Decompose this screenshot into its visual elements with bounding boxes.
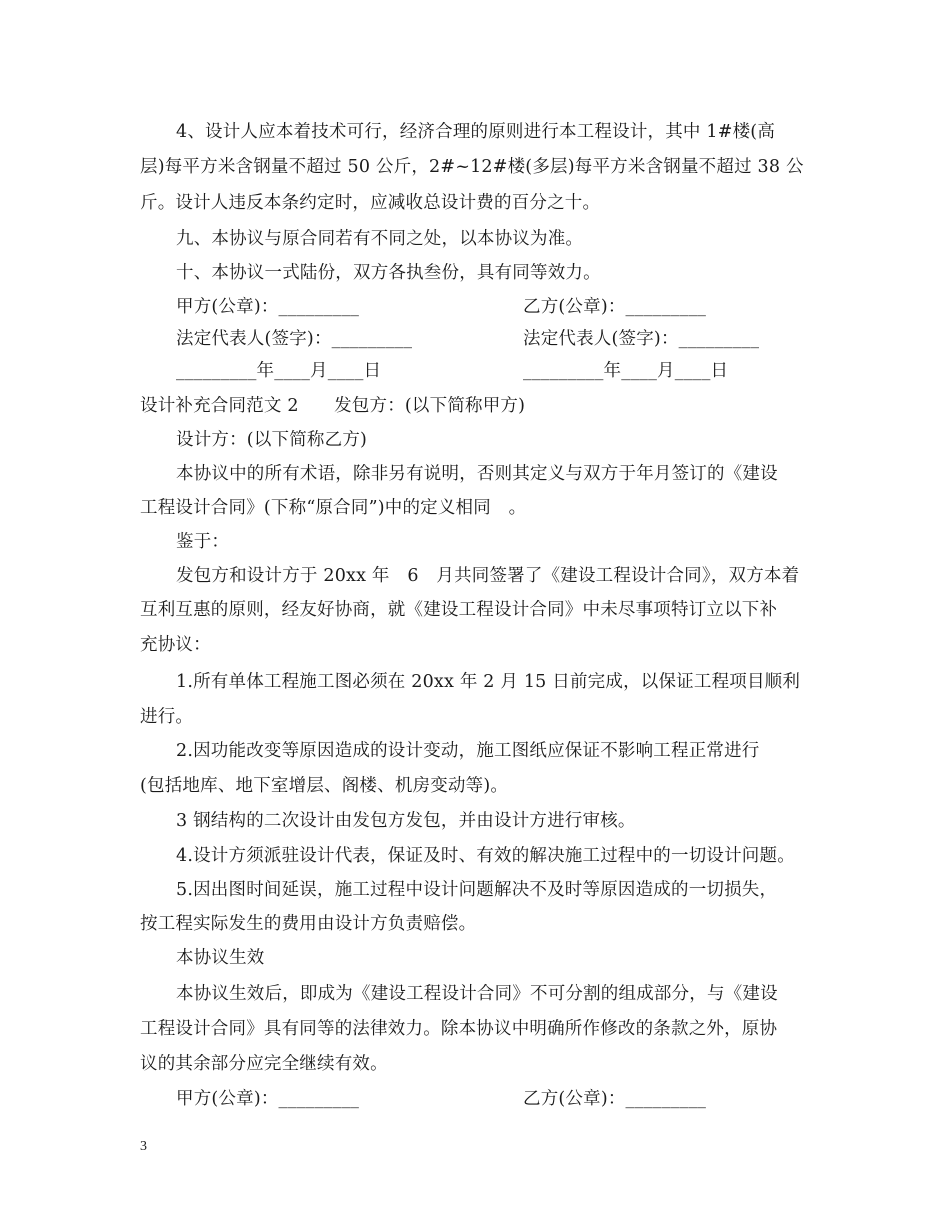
list-item: 3 钢结构的二次设计由发包方发包，并由设计方进行审核。 [176,811,636,831]
party-a-seal: 甲方(公章)：_________ [176,1089,360,1109]
paragraph-line: 设计方：(以下简称乙方) [176,430,368,450]
party-a-representative: 法定代表人(签字)：_________ [176,329,413,349]
paragraph-line: 工程设计合同》具有同等的法律效力。除本协议中明确所作修改的条款之外，原协 [140,1019,778,1039]
paragraph-line: 九、本协议与原合同若有不同之处，以本协议为准。 [176,229,584,249]
paragraph-line: 本协议中的所有术语，除非另有说明，否则其定义与双方于年月签订的《建设 [176,464,778,484]
list-item: 2.因功能改变等原因造成的设计变动，施工图纸应保证不影响工程正常进行 [176,741,760,761]
paragraph-line: 议的其余部分应完全继续有效。 [140,1054,388,1074]
list-item: 按工程实际发生的费用由设计方负责赔偿。 [140,914,477,934]
section-title: 设计补充合同范文 2 发包方：(以下简称甲方) [140,396,526,416]
paragraph-line: 层)每平方米含钢量不超过 50 公斤，2#~12#楼(多层)每平方米含钢量不超过 38 公 [140,157,804,177]
list-item: 4.设计方须派驻设计代表，保证及时、有效的解决施工过程中的一切设计问题。 [176,846,795,866]
paragraph-line: 十、本协议一式陆份，双方各执叁份，具有同等效力。 [176,263,601,283]
page-number: 3 [140,1139,147,1154]
list-item: 1.所有单体工程施工图必须在 20xx 年 2 月 15 日前完成，以保证工程项目顺利 [176,672,801,692]
list-item: 5.因出图时间延误，施工过程中设计问题解决不及时等原因造成的一切损失， [176,880,778,900]
section-heading: 本协议生效 [176,948,265,968]
paragraph-line: 斤。设计人违反本条约定时，应减收总设计费的百分之十。 [140,193,601,213]
paragraph-line: 充协议： [140,635,211,655]
paragraph-line: 鉴于： [176,532,230,552]
party-a-date: _________年____月____日 [176,361,382,381]
paragraph-line: 工程设计合同》(下称“原合同”)中的定义相同 。 [140,498,527,518]
paragraph-line: 互利互惠的原则，经友好协商，就《建设工程设计合同》中未尽事项特订立以下补 [140,600,778,620]
party-b-seal: 乙方(公章)：_________ [523,297,707,317]
list-item: 进行。 [140,707,194,727]
party-a-seal: 甲方(公章)：_________ [176,297,360,317]
party-b-date: _________年____月____日 [523,361,729,381]
paragraph-line: 本协议生效后，即成为《建设工程设计合同》不可分割的组成部分，与《建设 [176,984,778,1004]
party-b-seal: 乙方(公章)：_________ [523,1089,707,1109]
party-b-representative: 法定代表人(签字)：_________ [523,329,760,349]
list-item: (包括地库、地下室增层、阁楼、机房变动等)。 [140,776,509,796]
paragraph-line: 发包方和设计方于 20xx 年 6 月共同签署了《建设工程设计合同》，双方本着 [176,566,800,586]
paragraph-line: 4、设计人应本着技术可行，经济合理的原则进行本工程设计，其中 1#楼(高 [176,122,776,142]
